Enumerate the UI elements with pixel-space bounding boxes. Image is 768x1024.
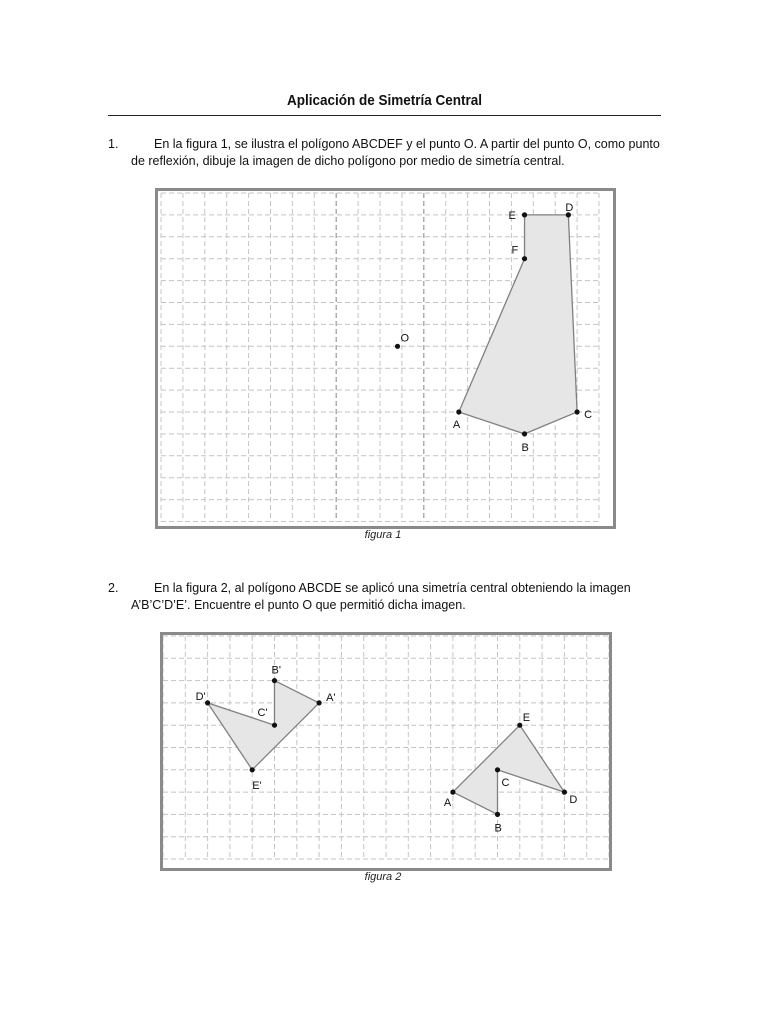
vertex-b-label: B	[494, 822, 502, 835]
title-rule	[108, 115, 661, 116]
question-text: En la figura 2, al polígono ABCDE se aplicó una simetría central obteniendo la imagen A’B’C’D’E’. Encuentre el punto O que permitió dicha imagen.	[131, 581, 631, 612]
vertex-a-point	[450, 790, 455, 795]
vertex-d-label: D	[569, 794, 578, 807]
vertex-bp-point	[272, 678, 277, 683]
figure-1-caption: figura 1	[364, 529, 402, 541]
vertex-d-point	[562, 790, 567, 795]
polygon-image	[196, 665, 336, 792]
figure-2-grid	[163, 635, 609, 868]
vertex-ep-point	[250, 767, 255, 772]
vertex-dp-label: D'	[195, 690, 206, 703]
vertex-b-point	[495, 812, 500, 817]
vertex-e-point	[522, 212, 527, 217]
vertex-f-point	[522, 256, 527, 261]
question-number: 2.	[108, 581, 119, 595]
figure-2	[160, 632, 612, 871]
vertex-b-label: B	[521, 441, 529, 454]
vertex-a-point	[456, 409, 461, 414]
vertex-a-label: A	[443, 797, 452, 810]
figure-2-caption: figura 2	[364, 871, 402, 883]
question-1	[108, 136, 668, 170]
polygon-abcde	[444, 712, 578, 834]
figure-1	[155, 188, 616, 529]
polygon-abcdef	[453, 202, 592, 454]
vertex-b-point	[522, 431, 527, 436]
vertex-c-point	[575, 409, 580, 414]
vertex-dp-point	[205, 700, 210, 705]
vertex-d-label: D	[565, 201, 574, 214]
vertex-e-label: E	[508, 209, 516, 222]
grid-lines	[163, 636, 609, 859]
vertex-e-point	[517, 723, 522, 728]
vertex-c-point	[495, 767, 500, 772]
vertex-cp-point	[272, 723, 277, 728]
vertex-a-label: A	[452, 419, 461, 431]
point-o-label: O	[400, 332, 410, 345]
vertex-e-label: E	[522, 712, 531, 725]
vertex-f-label: F	[511, 244, 519, 257]
question-number: 1.	[108, 137, 119, 151]
vertex-bp-label: B'	[271, 664, 281, 677]
vertex-c-label: C	[501, 776, 510, 789]
vertex-ap-label: A'	[326, 691, 336, 704]
figure-1-grid	[158, 191, 613, 526]
vertex-cp-label: C'	[257, 707, 268, 720]
question-text: En la figura 1, se ilustra el polígono ABCDEF y el punto O. A partir del punto O, como punto de reflexión, dibuje la imagen de dicho polígono por medio de simetría central.	[131, 137, 660, 168]
vertex-ap-point	[317, 700, 322, 705]
page-title: Aplicación de Simetría Central	[286, 92, 483, 109]
point-o	[395, 344, 400, 349]
vertex-c-label: C	[584, 409, 593, 421]
vertex-ep-label: E'	[252, 779, 262, 792]
question-2	[108, 580, 668, 614]
